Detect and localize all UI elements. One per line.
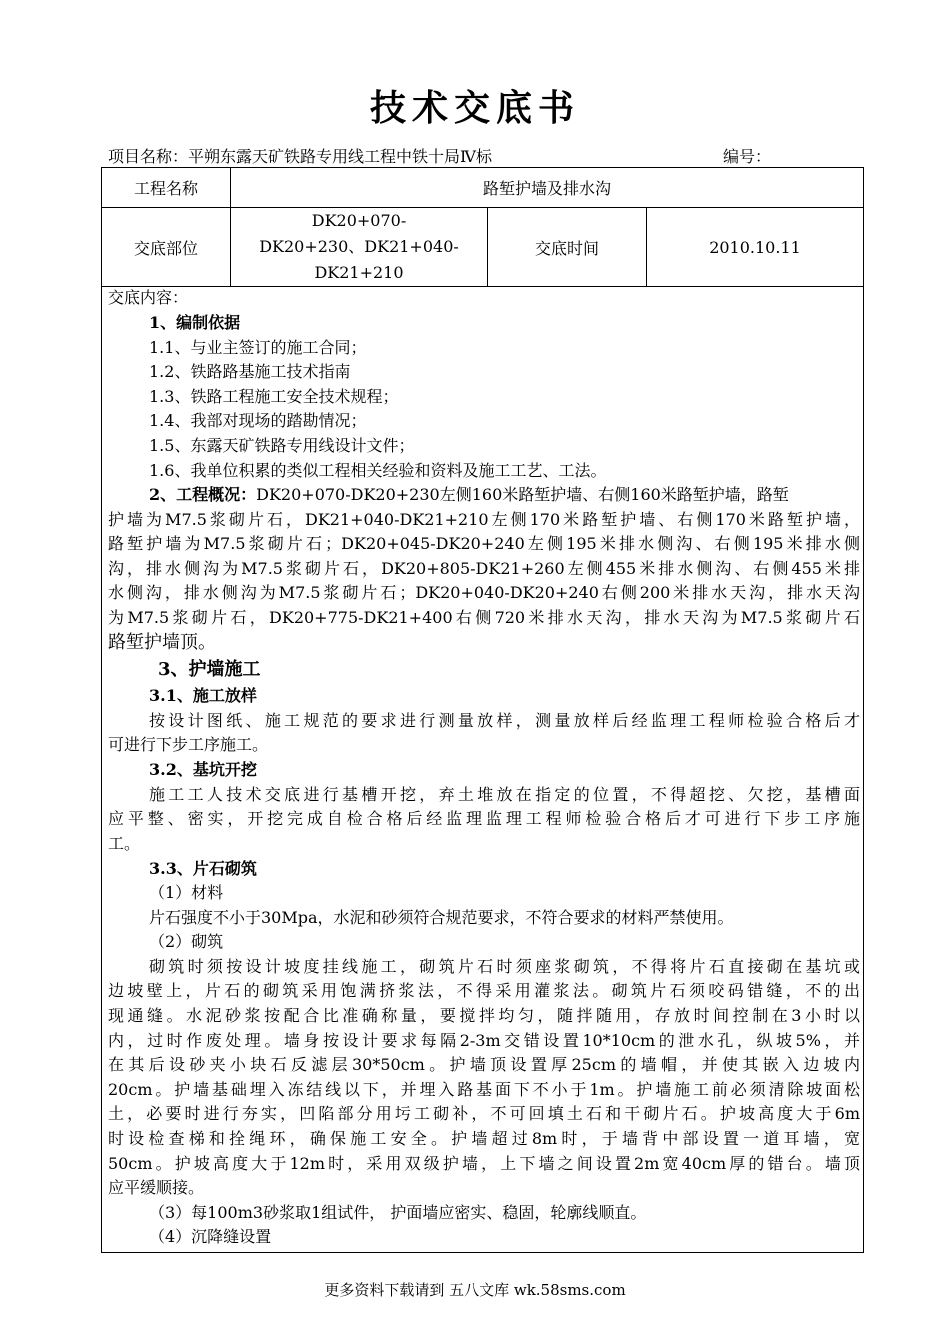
meta-row: [108, 144, 848, 168]
subheading-settlement-joint: （4）沉降缝设置: [149, 1227, 272, 1246]
project-name-value: 路堑护墙及排水沟: [231, 168, 864, 208]
list-item: 1.1、与业主签订的施工合同；: [149, 338, 367, 357]
position-line: DK21+210: [314, 263, 404, 282]
overview-line: 路堑护墙为M7.5浆砌片石；DK20+045-DK20+240左侧195米排水侧沟、右侧195米排水侧: [108, 534, 860, 553]
paragraph-line: 砌筑时须按设计坡度挂线施工，砌筑片石时须座浆砌筑，不得将片石直接砌在基坑或: [149, 957, 860, 976]
paragraph-line: 内，过时作废处理。墙身按设计要求每隔2-3m交错设置10*10cm的泄水孔，纵坡5%，并: [108, 1031, 860, 1050]
overview-line: 沟，排水侧沟为M7.5浆砌片石，DK20+805-DK21+260左侧455米排水侧沟、右侧455米排: [108, 559, 860, 578]
overview-text: DK20+070-DK20+230左侧160米路堑护墙、右侧160米路堑护墙，路堑: [256, 485, 789, 504]
overview-line: 水侧沟，排水侧沟为M7.5浆砌片石；DK20+040-DK20+240右侧200米排水天沟，排水天沟: [108, 583, 860, 602]
paragraph-line: 工。: [108, 834, 141, 853]
position-value: [231, 208, 488, 287]
content-intro: 交底内容：: [108, 288, 189, 307]
paragraph-line: 按设计图纸、施工规范的要求进行测量放样，测量放样后经监理工程师检验合格后才: [149, 711, 860, 730]
paragraph-line: 在其后设砂夹小块石反滤层30*50cm。护墙顶设置厚25cm的墙帽，并使其嵌入边坡内: [108, 1055, 860, 1074]
heading-basis: 1、编制依据: [149, 313, 241, 332]
overview-line: 路堑护墙顶。: [108, 632, 216, 653]
footer-watermark: 更多资料下载请到 五八文库 wk.58sms.com: [324, 1281, 626, 1299]
paragraph-line: 现通缝。水泥砂浆按配合比准确称量，要搅拌均匀，随拌随用，存放时间控制在3小时以: [108, 1006, 860, 1025]
paragraph-line: 边坡壁上，片石的砌筑采用饱满挤浆法，不得采用灌浆法。砌筑片石须咬码错缝，不的出: [108, 981, 860, 1000]
subheading-masonry: （2）砌筑: [149, 932, 224, 951]
content-box: [101, 286, 864, 1253]
document-title: 技术交底书: [369, 87, 580, 129]
subheading-test-specimen: （3）每100m3砂浆取1组试件， 护面墙应密实、稳固，轮廓线顺直。: [149, 1203, 647, 1222]
heading-masonry: 3.3、片石砌筑: [149, 859, 257, 878]
paragraph-line: 土，必要时进行夯实，凹陷部分用圬工砌补，不可回填土石和干砌片石。护坡高度大于6m: [108, 1104, 860, 1123]
paragraph-line: 应平整、密实，开挖完成自检合格后经监理监理工程师检验合格后才可进行下步工序施: [108, 809, 860, 828]
heading-wall-construction: 3、护墙施工: [158, 659, 261, 680]
paragraph-line: 片石强度不小于30Mpa，水泥和砂须符合规范要求，不符合要求的材料严禁使用。: [149, 908, 734, 927]
paragraph-line: 可进行下步工序施工。: [108, 735, 269, 754]
project-name: 项目名称：平朔东露天矿铁路专用线工程中铁十局Ⅳ标: [108, 147, 492, 166]
list-item: 1.5、东露天矿铁路专用线设计文件；: [149, 436, 415, 455]
overview-first-line: [149, 483, 789, 508]
position-line: DK20+070-: [311, 211, 407, 230]
list-item: 1.6、我单位积累的类似工程相关经验和资料及施工工艺、工法。: [149, 461, 607, 480]
position-label: 交底部位: [102, 208, 231, 287]
position-line: DK20+230、DK21+040-: [259, 237, 459, 256]
list-item: 1.2、铁路路基施工技术指南: [149, 362, 351, 381]
paragraph-line: 时设检查梯和拴绳环，确保施工安全。护墙超过8m时，于墙背中部设置一道耳墙，宽: [108, 1129, 860, 1148]
heading-layout: 3.1、施工放样: [149, 686, 257, 705]
paragraph-line: 50cm。护坡高度大于12m时，采用双级护墙，上下墙之间设置2m宽40cm厚的错台。墙顶: [108, 1154, 860, 1173]
list-item: 1.4、我部对现场的踏勘情况；: [149, 411, 367, 430]
paragraph-line: 施工工人技术交底进行基槽开挖，弃土堆放在指定的位置，不得超挖、欠挖，基槽面: [149, 785, 860, 804]
overview-line: 为M7.5浆砌片石，DK20+775-DK21+400右侧720米排水天沟，排水天沟为M7.5浆砌片石: [108, 608, 860, 627]
header-table: [101, 167, 864, 287]
document-number: 编号：: [723, 147, 772, 166]
time-label: 交底时间: [488, 208, 647, 287]
heading-excavation: 3.2、基坑开挖: [149, 760, 257, 779]
list-item: 1.3、铁路工程施工安全技术规程；: [149, 387, 399, 406]
subheading-material: （1）材料: [149, 883, 224, 902]
time-value: 2010.10.11: [647, 208, 864, 287]
overview-line: 护墙为M7.5浆砌片石，DK21+040-DK21+210左侧170米路堑护墙、右侧170米路堑护墙，: [108, 510, 860, 529]
paragraph-line: 应平缓顺接。: [108, 1178, 205, 1197]
heading-overview: 2、工程概况：: [149, 485, 257, 504]
project-name-label: 工程名称: [102, 168, 231, 208]
paragraph-line: 20cm。护墙基础埋入冻结线以下，并埋入路基面下不小于1m。护墙施工前必须清除坡面松: [108, 1080, 860, 1099]
